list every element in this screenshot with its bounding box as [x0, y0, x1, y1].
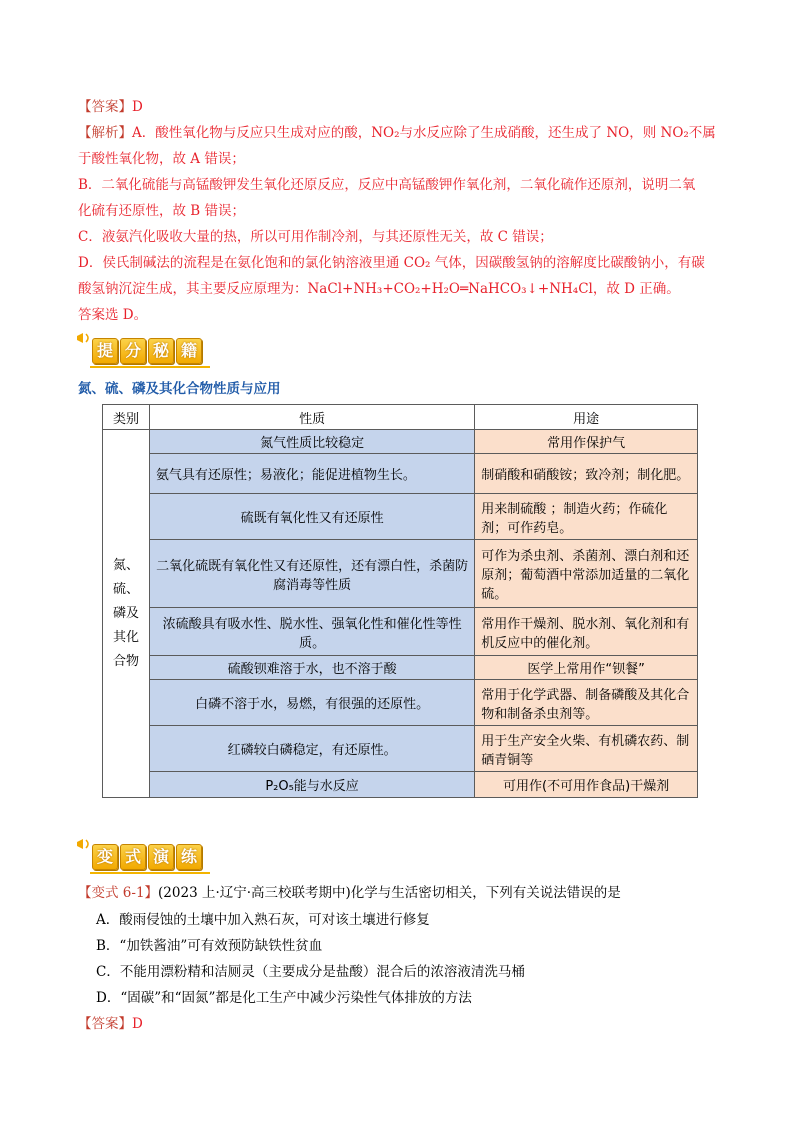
property-cell: 二氧化硫既有氧化性又有还原性，还有漂白性，杀菌防腐消毒等性质: [149, 540, 474, 608]
question-source: (2023 上·辽宁·高三校联考期中): [158, 885, 351, 901]
use-cell: 可用作(不可用作食品)干燥剂: [475, 772, 698, 798]
use-cell: 常用作保护气: [475, 430, 698, 454]
answer-line: [78, 97, 143, 117]
header-property: 性质: [149, 405, 474, 430]
use-cell: 用来制硫酸 ；制造火药；作硫化剂；可作药皂。: [475, 494, 698, 540]
banner-practice: [76, 836, 236, 872]
banner-tips: [76, 330, 236, 366]
banner-tile: 籍: [176, 338, 202, 364]
banner-tile: 变: [92, 844, 118, 870]
banner-practice-tiles: [92, 844, 202, 870]
banner-tile: 秘: [148, 338, 174, 364]
header-use: 用途: [475, 405, 698, 430]
analysis-conclusion: 答案选 D。: [78, 307, 148, 323]
option-b: B．“加铁酱油”可有效预防缺铁性贫血: [96, 938, 323, 954]
use-cell: 可作为杀虫剂、杀菌剂、漂白剂和还原剂；葡萄酒中常添加适量的二氧化硫。: [475, 540, 698, 608]
table-row: [103, 680, 698, 726]
use-cell: 医学上常用作“钡餐”: [475, 656, 698, 680]
answer-value: D: [132, 99, 143, 115]
table-row: [103, 656, 698, 680]
banner-tile: 式: [120, 844, 146, 870]
property-cell: 硫既有氧化性又有还原性: [149, 494, 474, 540]
table-row: [103, 726, 698, 772]
analysis-label: 【解析】: [78, 125, 132, 141]
property-cell: 红磷较白磷稳定，有还原性。: [149, 726, 474, 772]
table-row: [103, 430, 698, 454]
property-cell: 硫酸钡难溶于水，也不溶于酸: [149, 656, 474, 680]
header-category: 类别: [103, 405, 150, 430]
banner-tips-tiles: [92, 338, 202, 364]
question-label: 【变式 6-1】: [78, 885, 159, 901]
banner-underline: [90, 872, 210, 874]
table-header-row: [103, 405, 698, 430]
analysis-line-4: 化硫有还原性，故 B 错误；: [78, 203, 246, 219]
property-cell: 氮气性质比较稳定: [149, 430, 474, 454]
analysis-line-1: 【解析】A．酸性氧化物与反应只生成对应的酸，NO₂与水反应除了生成硝酸，还生成了 NO，则 NO₂不属: [78, 125, 716, 141]
answer2-label: 【答案】: [78, 1016, 132, 1032]
analysis-line-6: D．侯氏制碱法的流程是在氨化饱和的氯化钠溶液里通 CO₂ 气体，因碳酸氢钠的溶解度比碳酸钠小，有碳: [78, 255, 705, 271]
table-row: [103, 608, 698, 656]
section-title: 氮、硫、磷及其化合物性质与应用: [78, 381, 281, 397]
use-cell: 常用于化学武器、制备磷酸及其化合物和制备杀虫剂等。: [475, 680, 698, 726]
property-cell: 浓硫酸具有吸水性、脱水性、强氧化性和催化性等性质。: [149, 608, 474, 656]
table-row: [103, 540, 698, 608]
banner-underline: [90, 366, 210, 368]
answer2-line: [78, 1014, 143, 1034]
property-cell: P₂O₅能与水反应: [149, 772, 474, 798]
analysis-line-3: B．二氧化硫能与高锰酸钾发生氧化还原反应，反应中高锰酸钾作氧化剂，二氧化硫作还原剂，说明二氧: [78, 177, 696, 193]
banner-tile: 演: [148, 844, 174, 870]
use-cell: 常用作干燥剂、脱水剂、氧化剂和有机反应中的催化剂。: [475, 608, 698, 656]
answer-label: 【答案】: [78, 99, 132, 115]
use-cell: 用于生产安全火柴、有机磷农药、制硒青铜等: [475, 726, 698, 772]
table-row: [103, 494, 698, 540]
category-cell: 氮、 硫、 磷及 其化 合物: [103, 430, 150, 798]
banner-tile: 分: [120, 338, 146, 364]
property-cell: 白磷不溶于水，易燃，有很强的还原性。: [149, 680, 474, 726]
analysis-line-5: C．液氨汽化吸收大量的热，所以可用作制冷剂，与其还原性无关，故 C 错误；: [78, 229, 553, 245]
property-cell: 氨气具有还原性；易液化；能促进植物生长。: [149, 454, 474, 494]
table-row: [103, 454, 698, 494]
table-row: [103, 772, 698, 798]
question-stem-line: [78, 883, 621, 903]
analysis-line-7: 酸氢钠沉淀生成，其主要反应原理为：NaCl+NH₃+CO₂+H₂O═NaHCO₃↓+NH₄Cl，故 D 正确。: [78, 281, 680, 297]
banner-tile: 提: [92, 338, 118, 364]
answer2-value: D: [132, 1016, 143, 1032]
option-c: C．不能用漂粉精和洁厕灵（主要成分是盐酸）混合后的浓溶液清洗马桶: [96, 964, 525, 980]
banner-tile: 练: [176, 844, 202, 870]
option-a: A．酸雨侵蚀的土壤中加入熟石灰，可对该土壤进行修复: [96, 912, 430, 928]
analysis-line-2: 于酸性氧化物，故 A 错误；: [78, 151, 245, 167]
question-stem: 化学与生活密切相关，下列有关说法错误的是: [350, 885, 621, 901]
use-cell: 制硝酸和硝酸铵；致冷剂；制化肥。: [475, 454, 698, 494]
properties-table: [102, 404, 698, 798]
option-d: D．“固碳”和“固氮”都是化工生产中减少污染性气体排放的方法: [96, 990, 472, 1006]
